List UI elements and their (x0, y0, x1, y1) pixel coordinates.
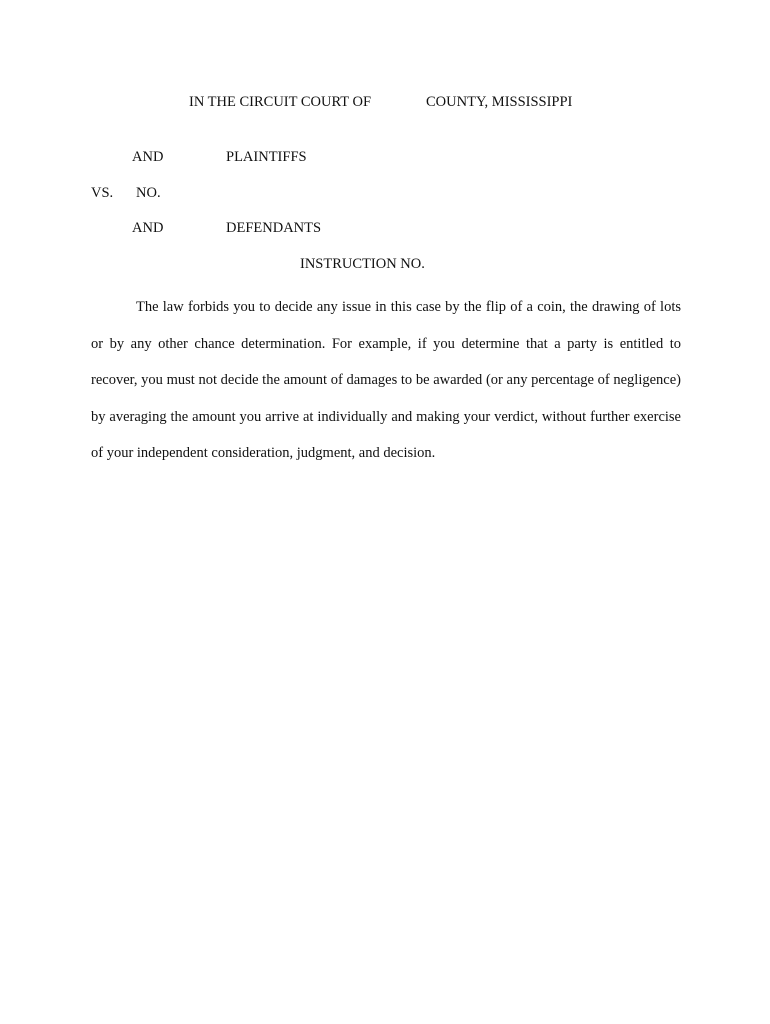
defendant-and: AND (132, 220, 164, 236)
defendants-label: DEFENDANTS (226, 220, 322, 236)
court-suffix: COUNTY, MISSISSIPPI (426, 94, 573, 110)
instruction-title: INSTRUCTION NO. (300, 256, 425, 272)
plaintiff-and: AND (132, 149, 164, 165)
case-no-label: NO. (136, 185, 161, 201)
instruction-body (91, 289, 681, 472)
vs-label: VS. (91, 185, 114, 201)
plaintiffs-label: PLAINTIFFS (226, 149, 307, 165)
instruction-paragraph: The law forbids you to decide any issue in this case by the flip of a coin, the drawing of lots or by any other chance determination. For example, if you determine that a party is entitled to recover, you must not decide the amount of damages to be awarded (or any percentage of negligence) by averaging the amount you arrive at individually and making your verdict, without further exercise of your independent consideration, judgment, and decision. (91, 299, 681, 461)
court-prefix: IN THE CIRCUIT COURT OF (189, 94, 372, 110)
